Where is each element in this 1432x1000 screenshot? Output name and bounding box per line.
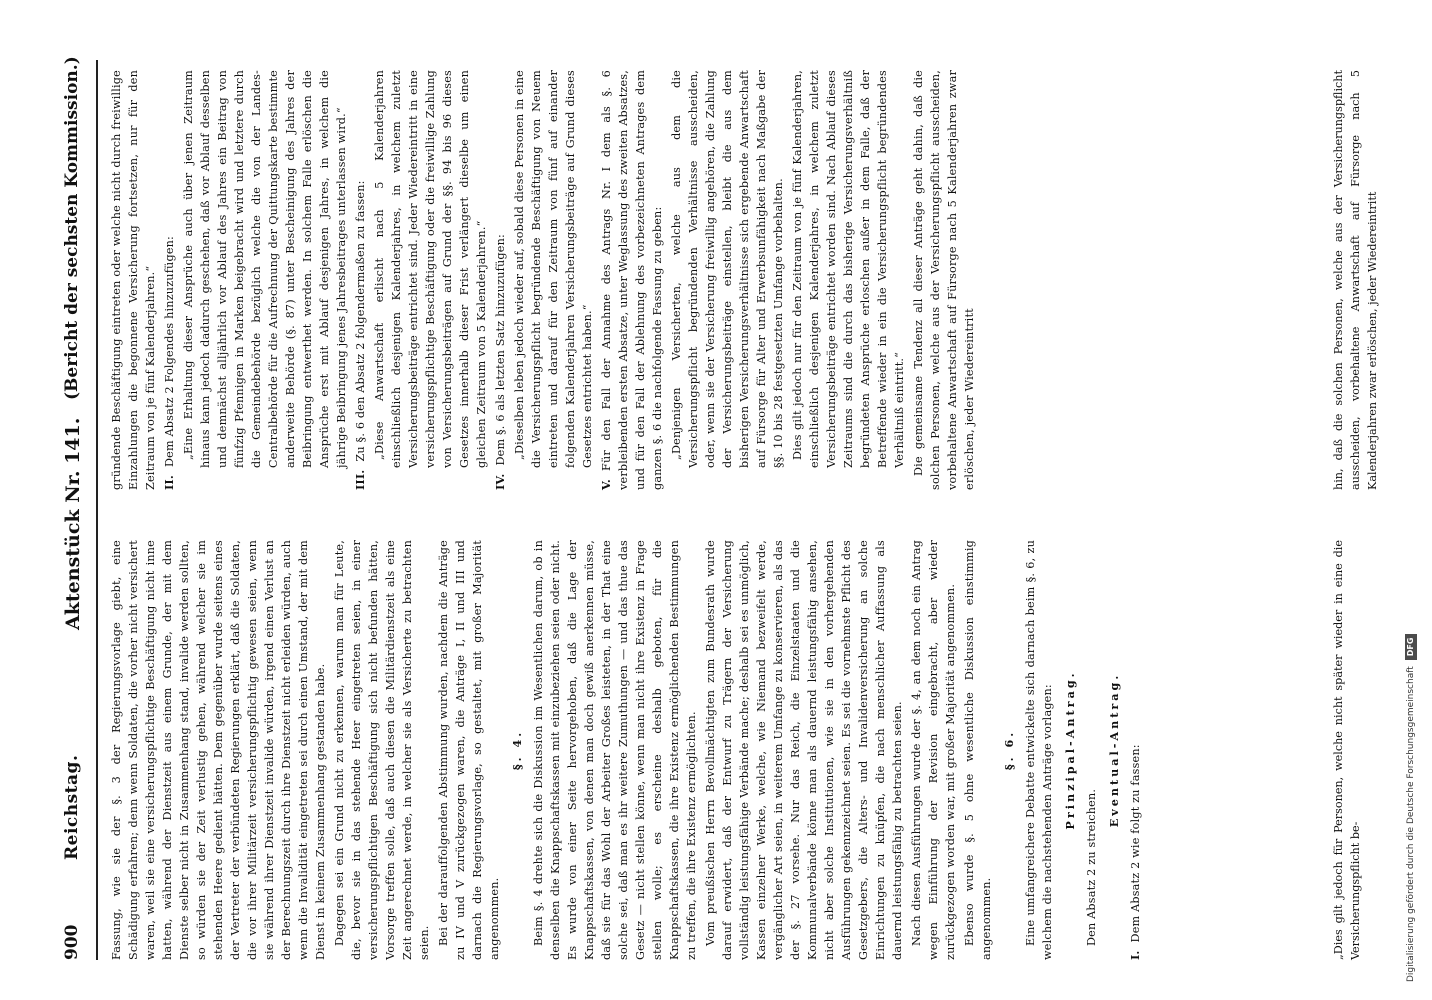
item-3-quote: „Diese Anwartschaft erlischt nach 5 Kalenderjahren einschließlich desjenigen Kalenderjahres, in welchem zuletzt Versicherungsbeiträge entrichtet sind. Jeder Wiedereintritt in eine versicherungspflichtige Beschäftigung oder die freiwillige Zahlung von Versicherungsbeiträgen auf Grund der §§. 94 bis 96 dieses Gesetzes innerhalb dieser Frist verlängert dieselbe um einen gleichen Zeitraum von 5 Kalenderjahren.“ [373, 70, 488, 468]
item-5-quote: „Denjenigen Versicherten, welche aus dem die Versicherungspflicht begründenden Verhältnisse ausscheiden, oder, wenn sie der Versicherung freiwillig angehören, die Zahlung der Versicherungsbeiträge einstellen, bleibt die aus dem bisherigen Versicherungsverhältnisse sich ergebende Anwartschaft auf Fürsorge für Alter und Erwerbsunfähigkeit nach Maßgabe der §§. 10 bis 28 festgesetzten Umfange vorbehalten. [670, 70, 785, 468]
item-text: Für den Fall der Annahme des Antrags Nr. I dem als §. 6 verbleibenden ersten Absatze, unter Weglassung des zweiten Absatzes, und für den Fall der Ablehnung des vorbezeichneten Antrages dem ganzen §. 6 die nachfolgende Fassung zu geben: [600, 70, 664, 490]
left-paragraph-5: Vom preußischen Herrn Bevollmächtigten zum Bundesrath wurde darauf erwidert, daß der Entwurf zu Trägern der Versicherung vollständig leistungsfähige Verbände mache; deshalb sei es unmöglich, Kassen einzelner Werke, welche, wie Niemand bezweifelt werde, vergänglicher Art seien, in weiterem Umfange zu konservieren, als das der §. 27 vorsehe. Nur das Reich, die Einzelstaaten und die Kommunalverbände könne man als dauernd leistungsfähig ansehen, nicht aber solche Institutionen, wie sie in den vorhergehenden Ausführungen gekennzeichnet seien. Es sei die vornehmste Pflicht des Gesetzgebers, die Alters- und Invalidenversicherung an solche Einrichtungen zu knüpfen, die nach menschlicher Auffassung als dauernd leistungsfähig zu betrachten seien. [704, 540, 904, 960]
left-paragraph-7: Ebenso wurde §. 5 ohne wesentliche Diskussion einstimmig angenommen. [963, 540, 993, 960]
right-paragraph-last: Die gemeinsame Tendenz all dieser Anträge geht dahin, daß die solchen Personen, welche aus der Versicherungspflicht ausscheiden, vorbehaltene Anwartschaft auf Fürsorge nach 5 Kalenderjahren zwar erlöschen, jeder Wiedereintritt [912, 70, 976, 490]
section-heading-6: §. 6. [1002, 729, 1016, 771]
left-paragraph-3: Bei der darauffolgenden Abstimmung wurden, nachdem die Anträge zu IV und V zurückgezogen waren, die Anträge I, II und III und darnach die Regierungsvorlage, so gestaltet, mit großer Majorität angenommen. [437, 540, 501, 960]
digitization-note [1405, 12, 1425, 982]
header-title: Reichstag. [62, 754, 82, 860]
item-2 [161, 70, 178, 490]
item-3 [352, 70, 369, 490]
item-4 [492, 70, 509, 490]
header-rule [96, 60, 98, 960]
left-paragraph-4: Beim §. 4 drehte sich die Diskussion im Wesentlichen darum, ob in denselben die Knappschaftskassen mit einzubeziehen seien oder nicht. Es wurde von einer Seite hervorgehoben, daß die Lage der Knappschaftskassen, von denen man doch gewiß anerkennen müsse, daß sie für das Wohl der Arbeiter Großes leisteten, in der That eine solche sei, daß man es ihr weitere Zumuthungen — und das thue das Gesetz — nicht stellen könne, wenn man nicht ihre Existenz in Frage stellen wolle; es erscheine deshalb geboten, für die Knappschaftskassen, die ihre Existenz ermöglichenden Bestimmungen zu treffen, die ihre Existenz ermöglichten. [532, 540, 698, 960]
item-text: Dem Absatz 2 wie folgt zu fassen: [1129, 744, 1142, 943]
item-text: Dem Absatz 2 Folgendes hinzuzufügen: [163, 235, 176, 468]
left-bottom-quote: „Dies gilt jedoch für Personen, welche nicht später wieder in eine die Versicherungspflicht be- [1332, 540, 1362, 960]
eventual-item-1 [1127, 540, 1144, 960]
prinzipal-antrag-title: Prinzipal-Antrag. [1063, 670, 1077, 830]
right-column [108, 70, 976, 490]
item-number: III. [353, 469, 367, 490]
dfg-badge: DFG [1405, 634, 1417, 661]
left-paragraph-6: Nach diesen Ausführungen wurde der §. 4, an dem noch ein Antrag wegen Einführung der Revision eingebracht, aber wieder zurückgezogen worden war, mit großer Majorität angenommen. [910, 540, 957, 960]
right-bottom-text: hin, daß die solchen Personen, welche aus der Versicherungspflicht ausscheiden, vorbehaltene Anwartschaft auf Fürsorge nach 5 Kalenderjahren zwar erlöschen, jeder Wiedereintritt [1332, 70, 1379, 490]
page-number: 900 [62, 924, 82, 960]
page-header [60, 56, 94, 960]
left-column-bottom [1330, 540, 1364, 960]
right-column-bottom [1330, 70, 1381, 490]
item-5-quote-continued: Dies gilt jedoch nur für den Zeitraum von je fünf Kalenderjahren, einschließlich desjenigen Kalenderjahres, in welchem zuletzt Versicherungsbeiträge entrichtet worden sind. Nach Ablauf dieses Zeitraums sind die durch das bisherige Versicherungsverhältniß begründeten Ansprüche erloschen außer in dem Falle, daß der Betreffende wieder in ein die Versicherungspflicht begründendes Verhältniß eintritt.“ [791, 70, 906, 468]
prinzipal-antrag-text: Den Absatz 2 zu streichen. [1085, 788, 1098, 946]
item-number: V. [599, 478, 613, 490]
eventual-antrag-title: Eventual-Antrag. [1107, 672, 1121, 828]
item-text: Zu §. 6 den Absatz 2 folgendermaßen zu fassen: [354, 180, 367, 462]
digitization-text: Digitalisierung gefördert durch die Deutsche Forschungsgemeinschaft [1406, 666, 1416, 982]
item-number: IV. [493, 473, 507, 490]
document-number: Aktenstück Nr. 141. [62, 417, 84, 630]
item-4-quote: „Dieselben leben jedoch wieder auf, sobald diese Personen in eine die Versicherungspflicht begründende Beschäftigung von Neuem eintreten und darauf für den Zeitraum von fünf auf einander folgenden Kalenderjahren Versicherungsbeiträge auf Grund dieses Gesetzes entrichtet haben.“ [513, 70, 594, 468]
left-paragraph-2: Dagegen sei ein Grund nicht zu erkennen, warum man für Leute, die, bevor sie in das stehende Heer eingetreten seien, in einer versicherungspflichtigen Beschäftigung sich nicht befunden hätten, Vorsorge treffen solle, daß auch diesen die Militärdienstzeit als eine Zeit angerechnet werde, in welcher sie als Versicherte zu betrachten seien. [333, 540, 431, 960]
header-subtitle: (Bericht der sechsten Kommission.) [62, 56, 82, 400]
left-column [108, 540, 1142, 960]
section-heading-4: §. 4. [510, 729, 524, 771]
item-5 [598, 70, 666, 490]
item-number: II. [162, 475, 176, 490]
item-number: I. [1128, 950, 1142, 960]
item-2-quote: „Eine Erhaltung dieser Ansprüche auch über jenen Zeitraum hinaus kann jedoch dadurch geschehen, daß vor Ablauf desselben und demnächst alljährlich vor Ablauf des Jahres ein Beitrag von fünfzig Pfennigen in Marken beigebracht wird und letztere durch die Gemeindebehörde bezüglich welche die von der Landes-Centralbehörde für die Aufrechnung der Quittungskarte bestimmte anderweite Behörde (§. 87) unter Bescheinigung des Jahres der Beibringung entwerthet werden. In solchem Falle erlöschen die Ansprüche erst mit Ablauf desjenigen Jahres, in welchem die jährige Beibringung jenes Jahresbeitrages unterlassen wird.“ [182, 70, 348, 468]
right-paragraph-1: gründende Beschäftigung eintreten oder welche nicht durch freiwillige Einzahlungen die begonnene Versicherung fortsetzen, nur für den Zeitraum von je fünf Kalenderjahren.“ [110, 70, 157, 490]
left-paragraph-8: Eine umfangreichere Debatte entwickelte sich darnach beim §. 6, zu welchem die nachstehenden Anträge vorlagen: [1024, 540, 1054, 960]
left-paragraph-1: Fassung, wie sie der §. 3 der Regierungsvorlage giebt, eine Schädigung erfahren; denn wenn Soldaten, die vorher nicht versichert waren, weil sie eine versicherungspflichtige Beschäftigung nicht inne hatten, während der Dienstzeit aus einem Grunde, der mit dem Dienste selber nicht in Zusammenhang stand, invalide werden sollten, so würden sie der Zeit verlustig gehen, während welcher sie im stehenden Heere gedient hätten. Dem gegenüber wurde seitens eines der Vertreter der verbündeten Regierungen erklärt, daß die Soldaten, die vor ihrer Militärzeit versicherungspflichtig gewesen seien, wenn sie während ihrer Dienstzeit invalide würden, irgend einen Verlust an der Berechnungszeit durch ihre Dienstzeit nicht erleiden würden, auch wenn die Invalidität eingetreten sei durch einen Umstand, der mit dem Dienst in keinem Zusammenhang gestanden habe. [110, 540, 327, 960]
item-text: Dem §. 6 als letzten Satz hinzuzufügen: [494, 234, 507, 466]
